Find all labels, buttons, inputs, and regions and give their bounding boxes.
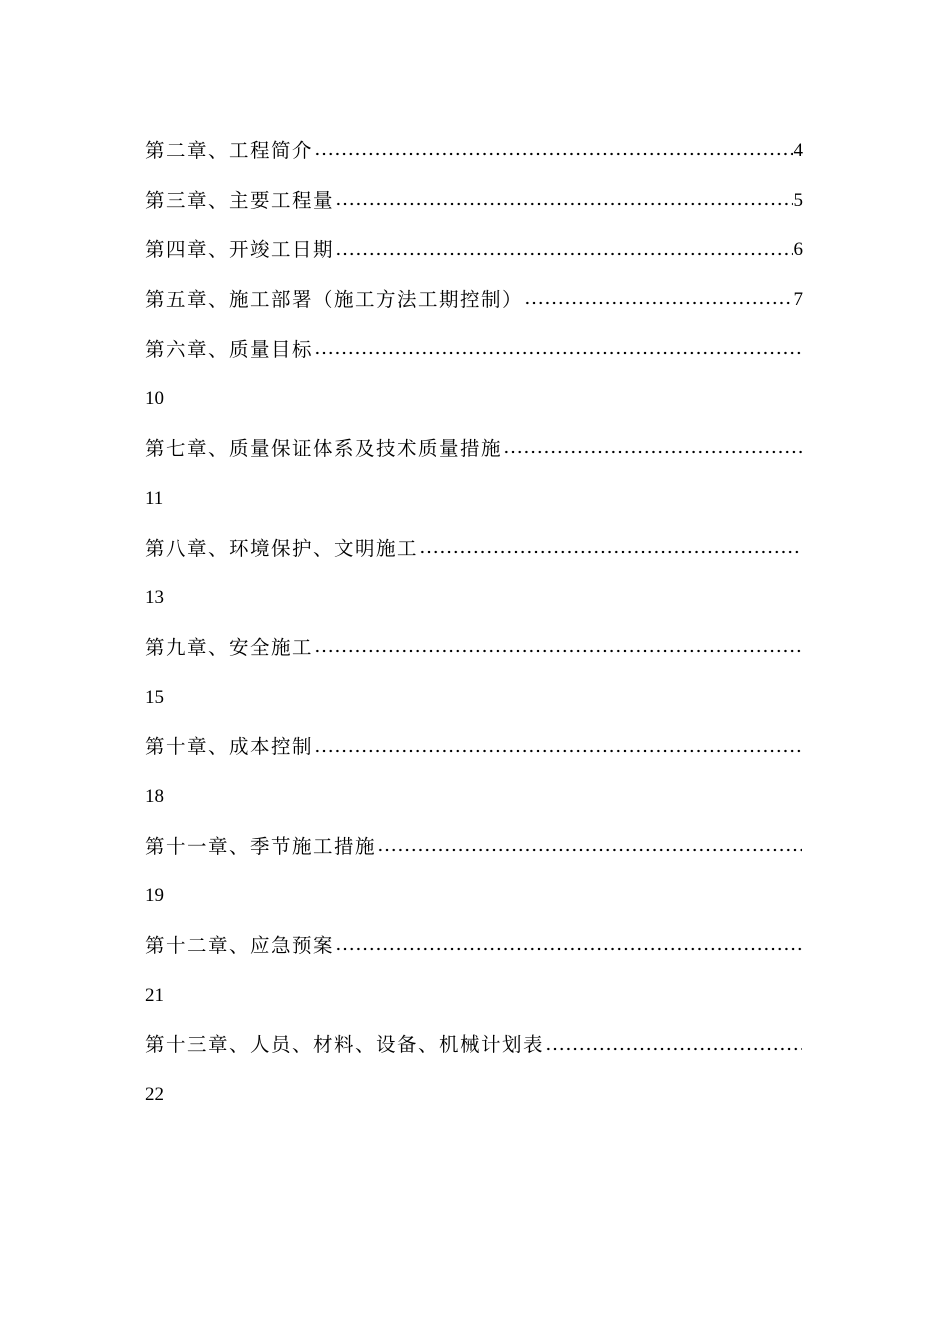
- toc-entry-page: 5: [793, 189, 803, 211]
- toc-entry-page-line[interactable]: [145, 673, 803, 723]
- toc-entry[interactable]: [145, 722, 803, 772]
- toc-dot-leader: [335, 225, 792, 275]
- toc-entry-page-line[interactable]: [145, 772, 803, 822]
- toc-entry-title: 第八章、环境保护、文明施工: [145, 536, 419, 560]
- toc-entry-title: 第五章、施工部署（施工方法工期控制）: [145, 288, 524, 312]
- toc-entry-title: 第二章、工程简介: [145, 139, 314, 162]
- toc-entry-page-line[interactable]: [145, 474, 803, 524]
- toc-dot-leader: [314, 126, 792, 176]
- toc-entry-title: 第三章、主要工程量: [145, 188, 335, 212]
- toc-entry-page: 18: [145, 785, 164, 807]
- toc-entry-page-line[interactable]: [145, 871, 803, 921]
- toc-entry[interactable]: [145, 1020, 803, 1070]
- toc-entry[interactable]: [145, 176, 803, 226]
- toc-entry-title: 第十一章、季节施工措施: [145, 834, 377, 858]
- toc-entry-title: 第十二章、应急预案: [145, 934, 335, 957]
- toc-dot-leader: [377, 822, 802, 872]
- toc-entry-page: 7: [793, 289, 803, 311]
- toc-entry[interactable]: [145, 275, 803, 325]
- toc-entry[interactable]: [145, 225, 803, 275]
- toc-entry-title: 第十章、成本控制: [145, 735, 314, 759]
- toc-dot-leader: [335, 921, 802, 971]
- toc-entry[interactable]: [145, 822, 803, 872]
- toc-entry-title: 第十三章、人员、材料、设备、机械计划表: [145, 1033, 545, 1057]
- toc-entry-title: 第七章、质量保证体系及技术质量措施: [145, 437, 503, 461]
- toc-entry-page: 4: [793, 140, 803, 161]
- toc-entry[interactable]: [145, 623, 803, 673]
- toc-entry-page-line[interactable]: [145, 374, 803, 424]
- toc-entry-page: 19: [145, 885, 164, 907]
- toc-entry[interactable]: [145, 126, 803, 176]
- toc-dot-leader: [545, 1020, 802, 1070]
- table-of-contents: [145, 126, 803, 1120]
- toc-entry-title: 第六章、质量目标: [145, 337, 314, 361]
- toc-entry-page: 15: [145, 686, 164, 708]
- toc-dot-leader: [314, 325, 802, 375]
- toc-entry[interactable]: [145, 524, 803, 574]
- toc-entry-page-line[interactable]: [145, 1070, 803, 1120]
- toc-entry[interactable]: [145, 325, 803, 375]
- toc-entry-title: 第九章、安全施工: [145, 635, 314, 659]
- toc-entry-page: 6: [793, 239, 803, 261]
- toc-entry-page: 13: [145, 587, 164, 609]
- toc-dot-leader: [419, 524, 802, 574]
- toc-entry-page: 11: [145, 487, 164, 509]
- toc-entry[interactable]: [145, 921, 803, 971]
- toc-dot-leader: [335, 176, 792, 226]
- toc-entry[interactable]: [145, 424, 803, 474]
- toc-dot-leader: [503, 424, 802, 474]
- toc-entry-title: 第四章、开竣工日期: [145, 238, 335, 262]
- toc-entry-page-line[interactable]: [145, 971, 803, 1021]
- toc-entry-page: 21: [145, 984, 164, 1006]
- toc-entry-page: 22: [145, 1084, 164, 1106]
- toc-entry-page-line[interactable]: [145, 573, 803, 623]
- toc-dot-leader: [314, 623, 802, 673]
- toc-dot-leader: [524, 275, 792, 325]
- toc-entry-page: 10: [145, 388, 164, 410]
- toc-dot-leader: [314, 722, 802, 772]
